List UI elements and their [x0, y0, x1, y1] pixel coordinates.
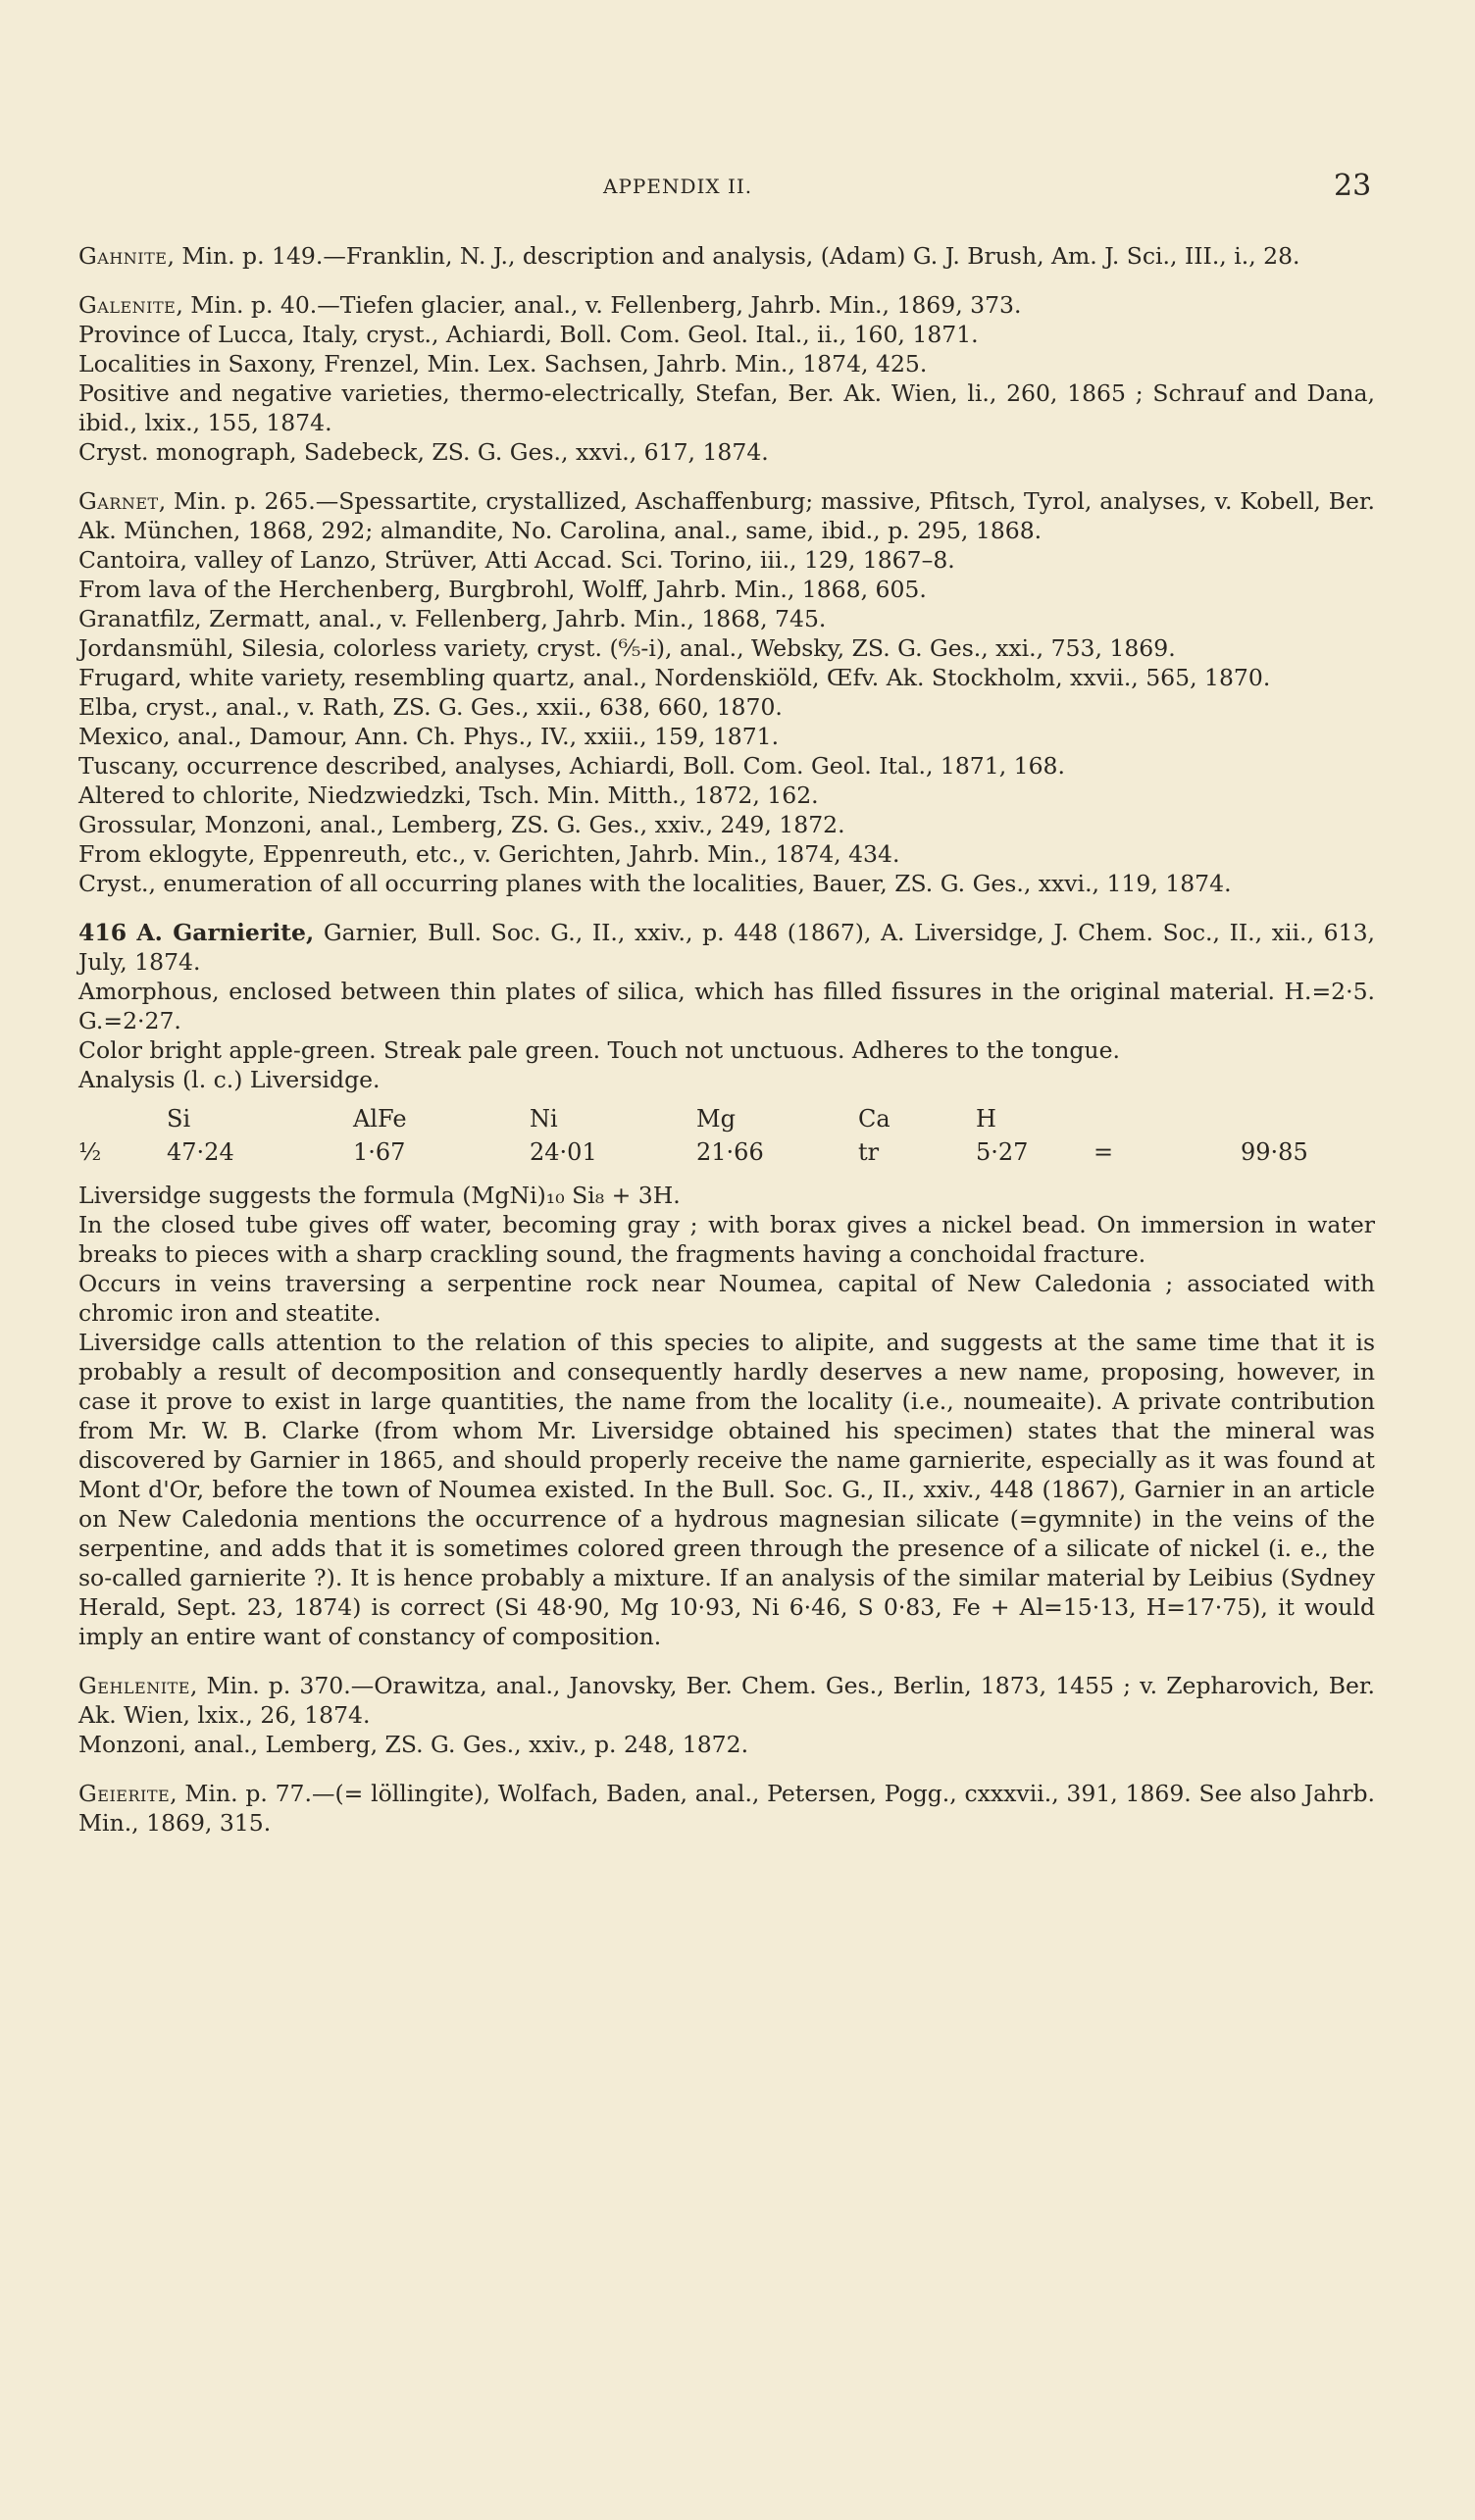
entry-line: Altered to chlorite, Niedzwiedzki, Tsch. Min. Mitth., 1872, 162.	[78, 781, 819, 809]
entry-line: Cryst., enumeration of all occurring planes with the localities, Bauer, ZS. G. Ges., xxvi., 119, 1874.	[78, 870, 1232, 897]
entry-garnierite	[78, 918, 1375, 1651]
entry-text: , Min. p. 265.—Spessartite, crystallized, Aschaffenburg; massive, Pfitsch, Tyrol, analyses, v. Kobell, Ber. Ak. München, 1868, 292; almandite, No. Carolina, anal., same, ibid., p. 295, 1868.	[78, 487, 1375, 544]
entry-text: , Min. p. 370.—Orawitza, anal., Janovsky, Ber. Chem. Ges., Berlin, 1873, 1455 ; v. Zepharovich, Ber. Ak. Wien, lxix., 26, 1874.	[78, 1672, 1375, 1729]
analysis-header-cell: Ca	[858, 1105, 890, 1133]
entry-line: Grossular, Monzoni, anal., Lemberg, ZS. G. Ges., xxiv., 249, 1872.	[78, 811, 845, 838]
analysis-cell: 21·66	[696, 1138, 764, 1166]
entry-line: Color bright apple-green. Streak pale green. Touch not unctuous. Adheres to the tongue.	[78, 1036, 1120, 1064]
analysis-header-cell	[1094, 1102, 1241, 1135]
entry-paragraph	[78, 241, 1375, 271]
entry-gahnite	[78, 241, 1375, 271]
entry-heading: Geierite	[78, 1780, 171, 1807]
analysis-cell: 1·67	[353, 1138, 406, 1166]
analysis-header-row	[78, 1102, 1319, 1135]
entry-line: Granatfilz, Zermatt, anal., v. Fellenberg, Jahrb. Min., 1868, 745.	[78, 605, 827, 632]
analysis-cell: 99·85	[1241, 1138, 1308, 1166]
entry-line: Monzoni, anal., Lemberg, ZS. G. Ges., xxiv., p. 248, 1872.	[78, 1731, 749, 1758]
entry-paragraph	[78, 918, 1375, 977]
entry-line: Localities in Saxony, Frenzel, Min. Lex. Sachsen, Jahrb. Min., 1874, 425.	[78, 350, 928, 378]
entry-line: Tuscany, occurrence described, analyses, Achiardi, Boll. Com. Geol. Ital., 1871, 168.	[78, 752, 1065, 780]
entry-line: Mexico, anal., Damour, Ann. Ch. Phys., IV., xxiii., 159, 1871.	[78, 723, 780, 750]
entry-heading: Gahnite	[78, 242, 168, 270]
analysis-cell: ½	[78, 1138, 102, 1166]
entry-garnet	[78, 486, 1375, 898]
page-content	[78, 241, 1375, 1857]
entry-text: , Min. p. 40.—Tiefen glacier, anal., v. Fellenberg, Jahrb. Min., 1869, 373.	[176, 291, 1022, 319]
entry-paragraph	[78, 486, 1375, 545]
entry-line: Positive and negative varieties, thermo-electrically, Stefan, Ber. Ak. Wien, li., 260, 1865 ; Schrauf and Dana, ibid., lxix., 155, 1874.	[78, 379, 1375, 436]
entry-line: Elba, cryst., anal., v. Rath, ZS. G. Ges., xxii., 638, 660, 1870.	[78, 693, 783, 721]
entry-line: Amorphous, enclosed between thin plates of silica, which has filled fissures in the original material. H.=2·5. G.=2·27.	[78, 978, 1375, 1034]
entry-text: , Min. p. 77.—(= löllingite), Wolfach, Baden, anal., Petersen, Pogg., cxxxvii., 391, 1869. See also Jahrb. Min., 1869, 315.	[78, 1780, 1375, 1837]
analysis-header-cell: AlFe	[353, 1105, 407, 1133]
analysis-cell: tr	[858, 1138, 880, 1166]
entry-heading: Garnet	[78, 487, 159, 515]
analysis-cell: 47·24	[167, 1138, 234, 1166]
analysis-header-cell	[1241, 1102, 1319, 1135]
analysis-cell: =	[1094, 1138, 1114, 1166]
garnierite-paragraph: In the closed tube gives off water, becoming gray ; with borax gives a nickel bead. On immersion in water breaks to pieces with a sharp crackling sound, the fragments having a conchoidal fracture.	[78, 1211, 1375, 1268]
analysis-cell: 5·27	[976, 1138, 1029, 1166]
analysis-table	[78, 1102, 1319, 1169]
entry-line: From lava of the Herchenberg, Burgbrohl, Wolff, Jahrb. Min., 1868, 605.	[78, 576, 927, 603]
analysis-header-cell: Mg	[696, 1105, 736, 1133]
running-title: APPENDIX II.	[603, 175, 753, 198]
entry-line: Analysis (l. c.) Liversidge.	[78, 1066, 381, 1093]
entry-text: Garnier, Bull. Soc. G., II., xxiv., p. 448 (1867), A. Liversidge, J. Chem. Soc., II., xii., 613, July, 1874.	[78, 919, 1375, 976]
analysis-header-cell: Ni	[530, 1105, 558, 1133]
entry-line: Frugard, white variety, resembling quartz, anal., Nordenskiöld, Œfv. Ak. Stockholm, xxvii., 565, 1870.	[78, 664, 1271, 691]
entry-text: , Min. p. 149.—Franklin, N. J., description and analysis, (Adam) G. J. Brush, Am. J. Sci., III., i., 28.	[167, 242, 1300, 270]
analysis-header-cell: H	[976, 1105, 996, 1133]
page-header	[0, 169, 1475, 208]
analysis-header-cell: Si	[167, 1105, 191, 1133]
entry-galenite	[78, 290, 1375, 467]
entry-paragraph	[78, 1671, 1375, 1730]
analysis-value-row	[78, 1135, 1319, 1169]
entry-heading: Gehlenite	[78, 1672, 190, 1699]
analysis-cell: 24·01	[530, 1138, 597, 1166]
entry-paragraph	[78, 290, 1375, 320]
entry-line: Cryst. monograph, Sadebeck, ZS. G. Ges., xxvi., 617, 1874.	[78, 438, 769, 466]
entry-line: Province of Lucca, Italy, cryst., Achiardi, Boll. Com. Geol. Ital., ii., 160, 1871.	[78, 321, 979, 348]
entry-line: Jordansmühl, Silesia, colorless variety, cryst. (⁶⁄₅-i), anal., Websky, ZS. G. Ges., xxi., 753, 1869.	[78, 634, 1176, 662]
garnierite-paragraph: Liversidge calls attention to the relation of this species to alipite, and suggests at the same time that it is probably a result of decomposition and consequently hardly deserves a new name, proposing, however, in case it prove to exist in large quantities, the name from the locality (i.e., noumeaite). A private contribution from Mr. W. B. Clarke (from whom Mr. Liversidge obtained his specimen) states that the mineral was discovered by Garnier in 1865, and should properly receive the name garnierite, especially as it was found at Mont d'Or, before the town of Noumea existed. In the Bull. Soc. G., II., xxiv., 448 (1867), Garnier in an article on New Caledonia mentions the occurrence of a hydrous magnesian silicate (=gymnite) in the veins of the serpentine, and adds that it is sometimes colored green through the presence of a silicate of nickel (i. e., the so-called garnierite ?). It is hence probably a mixture. If an analysis of the similar material by Leibius (Sydney Herald, Sept. 23, 1874) is correct (Si 48·90, Mg 10·93, Ni 6·46, S 0·83, Fe + Al=15·13, H=17·75), it would imply an entire want of constancy of composition.	[78, 1329, 1375, 1650]
page-number: 23	[1334, 169, 1372, 203]
entry-line: Cantoira, valley of Lanzo, Strüver, Atti Accad. Sci. Torino, iii., 129, 1867–8.	[78, 546, 955, 574]
entry-gehlenite	[78, 1671, 1375, 1759]
garnierite-formula: Liversidge suggests the formula (MgNi)₁₀ Si₈ + 3H.	[78, 1182, 681, 1209]
garnierite-paragraph: Occurs in veins traversing a serpentine rock near Noumea, capital of New Caledonia ; associated with chromic iron and steatite.	[78, 1270, 1375, 1327]
analysis-header-cell	[78, 1102, 167, 1135]
entry-geierite	[78, 1779, 1375, 1838]
entry-heading: Galenite	[78, 291, 177, 319]
entry-paragraph	[78, 1779, 1375, 1838]
entry-heading: 416 A. Garnierite,	[78, 919, 315, 946]
entry-line: From eklogyte, Eppenreuth, etc., v. Gerichten, Jahrb. Min., 1874, 434.	[78, 840, 900, 868]
